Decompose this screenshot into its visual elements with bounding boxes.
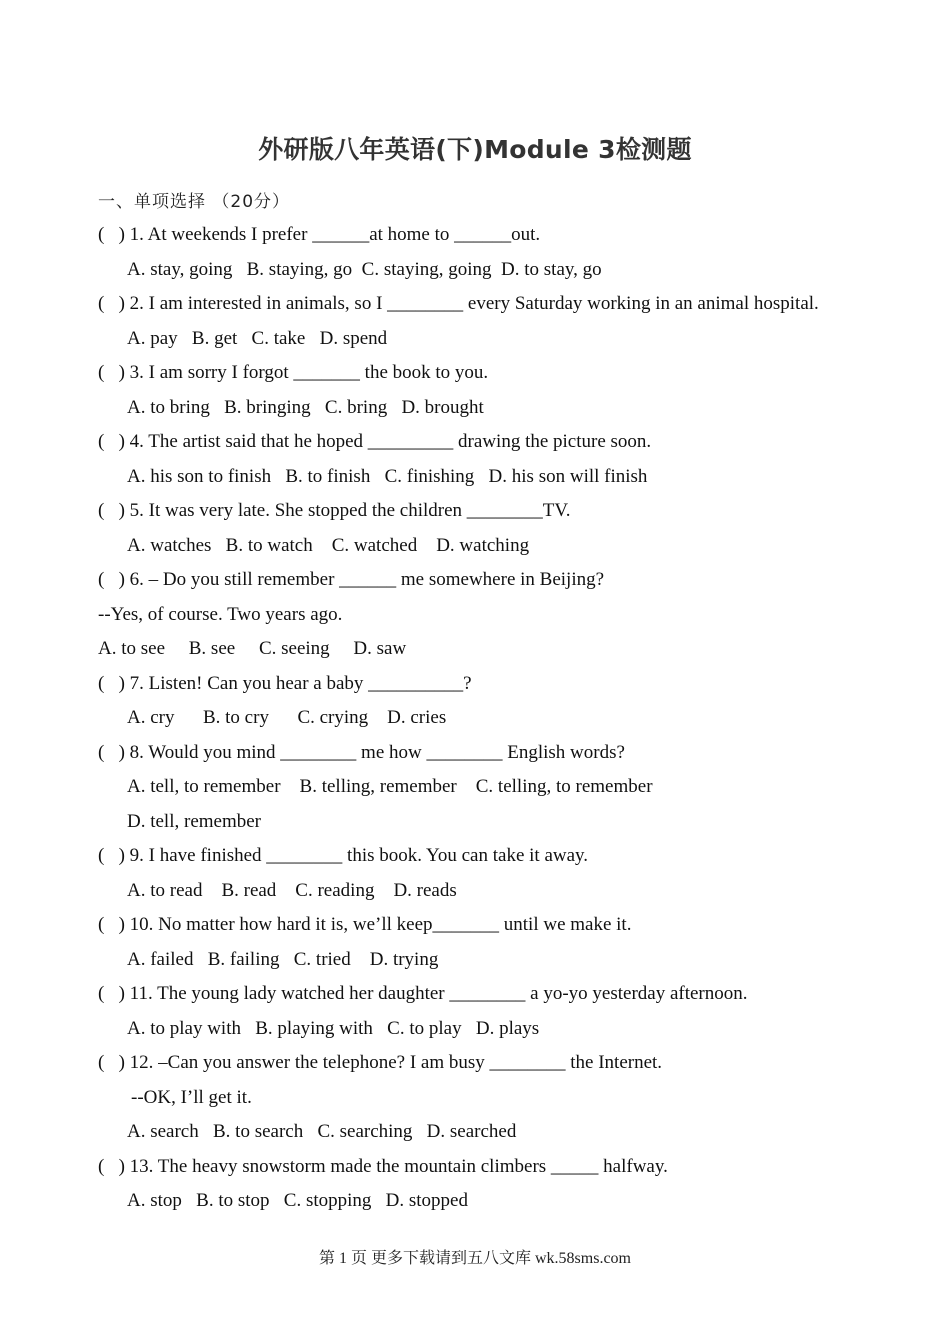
question-13-options: A. stop B. to stop C. stopping D. stopped bbox=[127, 1190, 468, 1211]
question-4: ( ) 4. The artist said that he hoped _________ drawing the picture soon. bbox=[98, 431, 652, 452]
question-1: ( ) 1. At weekends I prefer ______at home to ______out. bbox=[98, 224, 541, 245]
question-12: ( ) 12. –Can you answer the telephone? I am busy ________ the Internet. bbox=[98, 1052, 663, 1073]
question-7-options: A. cry B. to cry C. crying D. cries bbox=[127, 707, 447, 728]
question-3: ( ) 3. I am sorry I forgot _______ the book to you. bbox=[98, 362, 489, 383]
question-3-options: A. to bring B. bringing C. bring D. brought bbox=[127, 396, 484, 418]
question-8-options: A. tell, to remember B. telling, remember C. telling, to remember bbox=[127, 776, 653, 797]
question-1-options: A. stay, going B. staying, go C. staying, going D. to stay, go bbox=[127, 258, 602, 280]
question-11: ( ) 11. The young lady watched her daughter ________ a yo-yo yesterday afternoon. bbox=[98, 983, 748, 1004]
question-8: ( ) 8. Would you mind ________ me how ________ English words? bbox=[98, 741, 625, 763]
question-13: ( ) 13. The heavy snowstorm made the mountain climbers _____ halfway. bbox=[98, 1155, 668, 1177]
question-list bbox=[0, 220, 950, 1221]
question-6-reply: --Yes, of course. Two years ago. bbox=[98, 603, 343, 625]
question-9-options: A. to read B. read C. reading D. reads bbox=[127, 879, 457, 901]
question-12-reply: --OK, I’ll get it. bbox=[131, 1086, 252, 1108]
question-12-options: A. search B. to search C. searching D. searched bbox=[127, 1121, 517, 1142]
question-2: ( ) 2. I am interested in animals, so I ________ every Saturday working in an animal hospital. bbox=[98, 293, 819, 314]
question-6: ( ) 6. – Do you still remember ______ me somewhere in Beijing? bbox=[98, 569, 605, 590]
question-5: ( ) 5. It was very late. She stopped the children ________TV. bbox=[98, 500, 571, 521]
page-title: 外研版八年英语(下)Module 3检测题 bbox=[258, 135, 692, 164]
question-11-options: A. to play with B. playing with C. to play D. plays bbox=[127, 1017, 540, 1039]
question-10-options: A. failed B. failing C. tried D. trying bbox=[127, 948, 439, 970]
question-10: ( ) 10. No matter how hard it is, we’ll keep_______ until we make it. bbox=[98, 914, 632, 935]
question-9: ( ) 9. I have finished ________ this book. You can take it away. bbox=[98, 845, 589, 866]
question-6-options: A. to see B. see C. seeing D. saw bbox=[98, 638, 407, 659]
question-8-options-cont: D. tell, remember bbox=[127, 810, 262, 832]
question-2-options: A. pay B. get C. take D. spend bbox=[127, 327, 388, 349]
question-5-options: A. watches B. to watch C. watched D. watching bbox=[127, 534, 530, 556]
section-heading: 一、单项选择 （20分） bbox=[98, 192, 291, 212]
page-footer: 第 1 页 更多下载请到五八文库 wk.58sms.com bbox=[318, 1250, 631, 1267]
question-4-options: A. his son to finish B. to finish C. finishing D. his son will finish bbox=[127, 465, 648, 487]
question-7: ( ) 7. Listen! Can you hear a baby __________? bbox=[98, 672, 472, 694]
